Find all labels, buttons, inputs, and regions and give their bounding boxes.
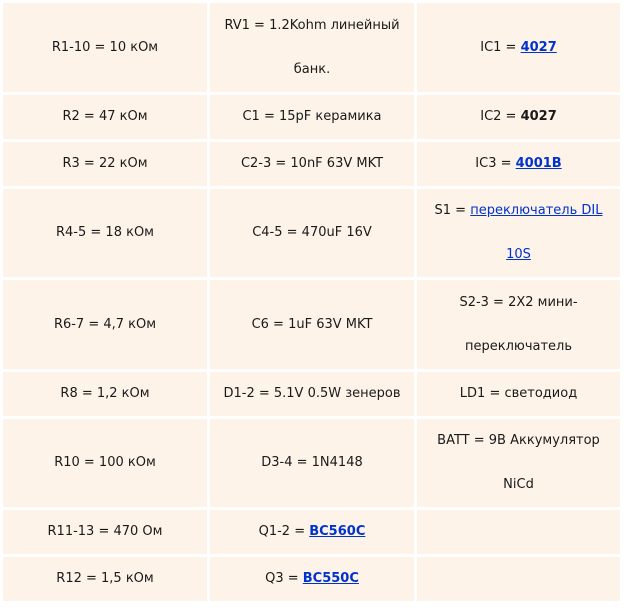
table-cell: IC2 = 4027 — [417, 95, 620, 139]
table-cell: Q1-2 = BC560C — [210, 510, 414, 554]
table-cell: R10 = 100 кОм — [3, 419, 207, 507]
part-link-s1[interactable]: переключатель DIL 10S — [470, 203, 603, 262]
table-cell: D3-4 = 1N4148 — [210, 419, 414, 507]
table-cell: S2-3 = 2X2 мини-переключатель — [417, 280, 620, 369]
table-cell: R1-10 = 10 кОм — [3, 3, 207, 92]
table-cell-empty — [417, 510, 620, 554]
table-cell: D1-2 = 5.1V 0.5W зенеров — [210, 372, 414, 416]
part-link-q1-2[interactable]: BC560C — [309, 524, 366, 539]
part-value-ic2: 4027 — [520, 109, 557, 124]
part-link-ic3[interactable]: 4001B — [515, 156, 562, 171]
table-cell: R2 = 47 кОм — [3, 95, 207, 139]
table-cell: R11-13 = 470 Ом — [3, 510, 207, 554]
table-cell: C4-5 = 470uF 16V — [210, 189, 414, 277]
table-cell: RV1 = 1.2Kohm линейный банк. — [210, 3, 414, 92]
part-link-q3[interactable]: BC550C — [302, 571, 359, 586]
table-cell: R4-5 = 18 кОм — [3, 189, 207, 277]
table-cell: IC3 = 4001B — [417, 142, 620, 186]
table-cell-empty — [417, 557, 620, 601]
table-cell: R8 = 1,2 кОм — [3, 372, 207, 416]
table-cell: R12 = 1,5 кОм — [3, 557, 207, 601]
table-cell: IC1 = 4027 — [417, 3, 620, 92]
table-cell: S1 = переключатель DIL 10S — [417, 189, 620, 277]
part-link-ic1[interactable]: 4027 — [520, 39, 557, 55]
table-cell: BATT = 9В Аккумулятор NiCd — [417, 419, 620, 507]
table-cell: C2-3 = 10nF 63V MKT — [210, 142, 414, 186]
table-cell: R3 = 22 кОм — [3, 142, 207, 186]
table-cell: LD1 = светодиод — [417, 372, 620, 416]
parts-list-table — [3, 3, 620, 607]
table-cell: R6-7 = 4,7 кОм — [3, 280, 207, 369]
table-cell: Q3 = BC550C — [210, 557, 414, 601]
table-cell: C1 = 15pF керамика — [210, 95, 414, 139]
table-cell: C6 = 1uF 63V MKT — [210, 280, 414, 369]
